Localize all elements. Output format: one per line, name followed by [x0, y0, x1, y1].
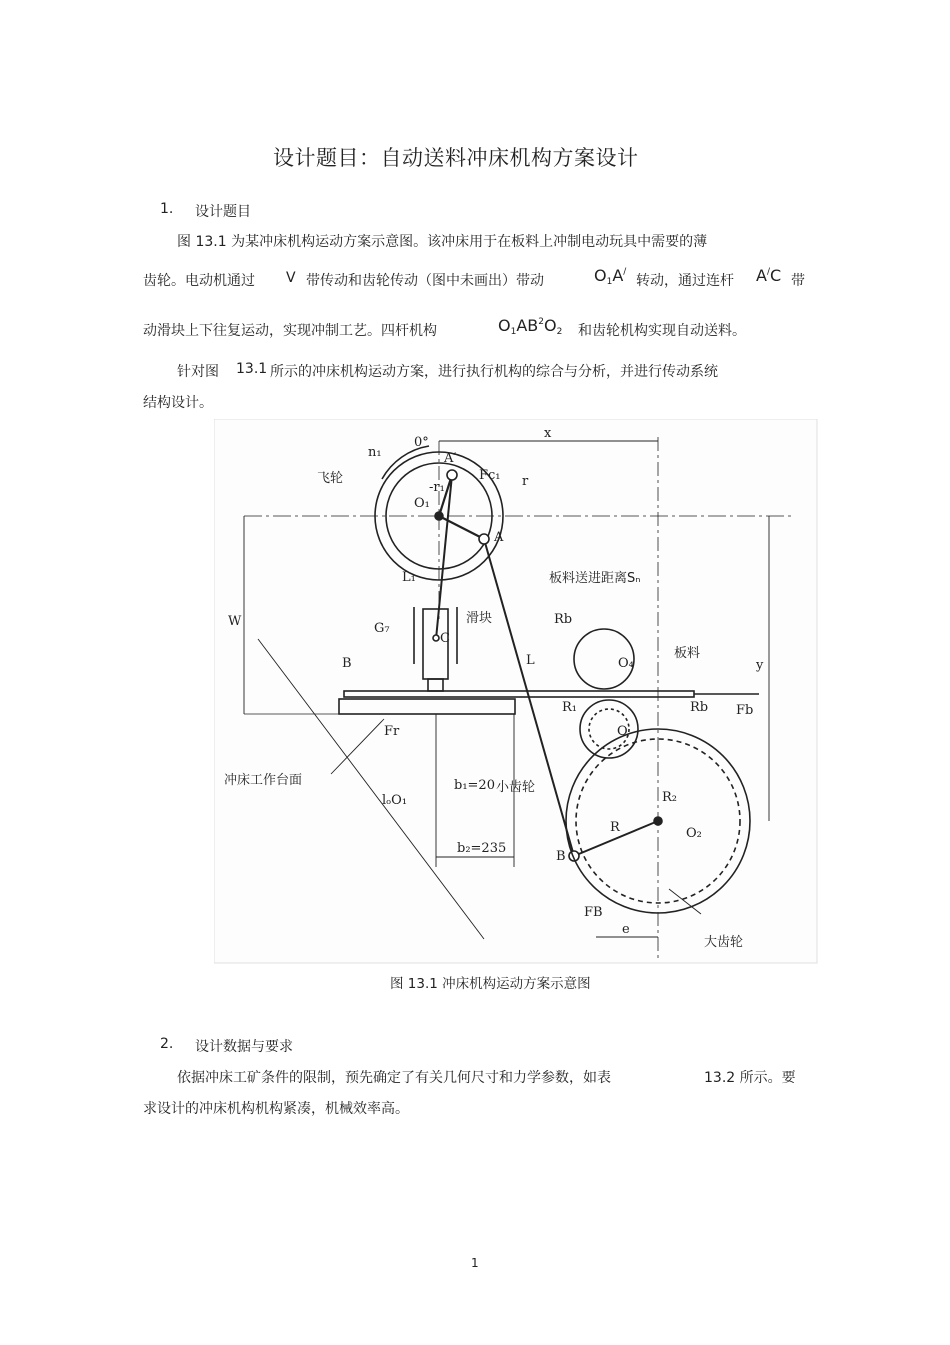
label-l1: L₁ [402, 570, 416, 585]
label-lo-o1: lₒO₁ [382, 793, 408, 808]
para1-line2c: 带传动和齿轮传动（图中未画出）带动 [306, 273, 544, 289]
label-zero-deg: 0° [414, 435, 429, 450]
label-b1: b₁=20 [454, 778, 495, 793]
label-feed-distance: 板料送进距离Sₙ [549, 571, 641, 586]
section-1-number: 1. [160, 201, 174, 217]
symbol-o1ab2o2: $O_1AB^2O_2$ [498, 316, 563, 337]
label-fr: Fr [384, 724, 400, 739]
para2-line2: 结构设计。 [143, 395, 213, 411]
punch-mechanism-figure [214, 419, 818, 964]
joint-a-prime [447, 470, 457, 480]
label-r: r [522, 474, 529, 489]
label-n1: n₁ [368, 445, 382, 460]
label-l: L [526, 653, 535, 668]
label-a-prime: A′ [444, 451, 457, 466]
label-x: x [544, 426, 552, 441]
para1-line3c: 和齿轮机构实现自动送料。 [578, 323, 746, 339]
para3-line2: 求设计的冲床机构机构紧凑，机械效率高。 [143, 1101, 409, 1117]
label-w: W [228, 614, 242, 629]
label-big-gear: 大齿轮 [704, 935, 744, 950]
para2-line1a: 针对图 [177, 364, 219, 380]
label-rb-lower: Rb [690, 700, 709, 715]
label-g7: G₇ [374, 621, 390, 636]
symbol-a-prime-c: A/C [756, 266, 782, 285]
label-o1: O₁ [414, 496, 430, 511]
pivot-o2 [654, 817, 662, 825]
label-plate: 板料 [674, 646, 701, 661]
page-title: 设计题目：自动送料冲床机构方案设计 [273, 146, 639, 170]
label-slider: 滑块 [466, 611, 493, 626]
label-b: B [556, 849, 566, 864]
joint-a [479, 534, 489, 544]
pivot-o1 [435, 512, 443, 520]
label-fb: Fb [736, 703, 754, 718]
label-small-gear: 小齿轮 [496, 780, 536, 795]
para1-line2g: 带 [791, 273, 805, 289]
label-flywheel: 飞轮 [317, 471, 344, 486]
label-fc1: Fc₁ [479, 468, 501, 483]
section-2-heading: 设计数据与要求 [195, 1039, 293, 1055]
label-b2: b₂=235 [457, 841, 507, 856]
para1-line1: 图 13.1 为某冲床机构运动方案示意图。该冲床用于在板料上冲制电动玩具中需要的薄 [177, 234, 708, 250]
label-y: y [756, 658, 764, 673]
para2-line1c: 所示的冲床机构运动方案，进行执行机构的综合与分析，并进行传动系统 [270, 364, 718, 380]
symbol-o1a-prime: $O_1A^/$ [594, 266, 627, 287]
para1-line3a: 动滑块上下往复运动，实现冲制工艺。四杆机构 [143, 323, 437, 339]
page-number: 1 [471, 1256, 479, 1270]
label-o: O [617, 724, 628, 739]
label-c: C [440, 631, 450, 646]
label-r1-roller: R₁ [562, 700, 577, 715]
label-o4: O₄ [618, 656, 634, 671]
para1-line2a: 齿轮。电动机通过 [143, 273, 255, 289]
label-fbig-b: FB [584, 905, 603, 920]
label-big-r: R [610, 820, 620, 835]
para1-line2e: 转动，通过连杆 [636, 273, 734, 289]
label-o2: O₂ [686, 826, 702, 841]
para1-line2b: V [286, 270, 296, 286]
label-worktable: 冲床工作台面 [224, 773, 303, 788]
section-1-heading: 设计题目 [195, 204, 251, 220]
label-r2: R₂ [662, 790, 677, 805]
section-2-number: 2. [160, 1036, 174, 1052]
label-a: A [494, 530, 504, 545]
para3-line1b: 13.2 所示。要 [704, 1070, 796, 1086]
label-r1: -r₁ [429, 480, 445, 495]
joint-c [433, 635, 439, 641]
para2-line1b: 13.1 [236, 361, 268, 377]
label-rb: Rb [554, 612, 573, 627]
figure-caption: 图 13.1 冲床机构运动方案示意图 [390, 976, 591, 992]
label-e: e [622, 922, 630, 937]
label-b-dim: B [342, 656, 352, 671]
para3-line1a: 依据冲床工矿条件的限制，预先确定了有关几何尺寸和力学参数，如表 [177, 1070, 611, 1086]
